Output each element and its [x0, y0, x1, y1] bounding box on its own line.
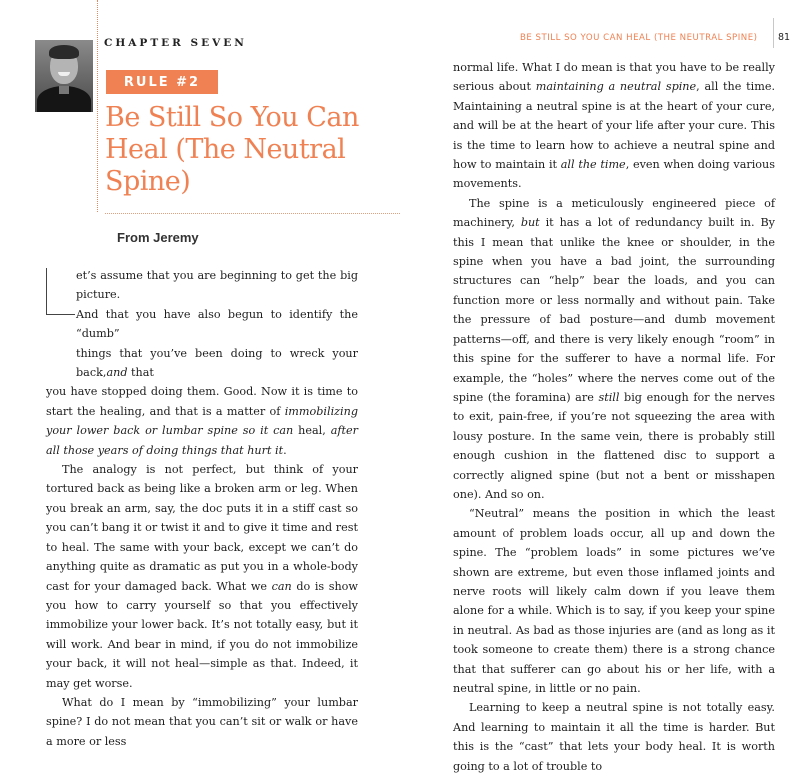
paragraph-1: et’s assume that you are beginning to get the big picture. And that you have also begun to identify the “dumb” things that you’ve been doing to wreck your back,and that you have stopped doing them. Good. Now it is time to start the healing, and that is a matter of immobilizing your lower back or lumbar spine so it can heal, after all those years of doing things that hurt it.	[46, 266, 358, 460]
chapter-vertical-rule	[97, 0, 98, 212]
left-body-text	[46, 266, 358, 751]
page-number: 81	[778, 32, 791, 43]
paragraph-learning: Learning to keep a neutral spine is not totally easy. And learning to maintain it all the time is harder. But this is the “cast” that lets your body heal. It is worth going to a lot of trouble to	[453, 701, 775, 773]
author-photo	[35, 40, 93, 112]
right-page	[405, 0, 810, 773]
left-page	[0, 0, 405, 748]
inset-line-2: And that you have also begun to identify the “dumb”	[76, 307, 358, 341]
rule-badge: RULE #2	[106, 70, 218, 94]
title-divider	[105, 213, 400, 214]
paragraph-3: What do I mean by “immobilizing” your lumbar spine? I do not mean that you can’t sit or walk or have a more or less	[46, 695, 358, 748]
paragraph-neutral: “Neutral” means the position in which the least amount of problem loads occur, all up and down the spine. The “problem loads” in some pictures we’ve shown are extreme, but even those inflamed joints and nerve roots will likely calm down if you leave them alone for a while. Which is to say, if you keep your spine in neutral. As bad as those injuries are (and as long as it took someone to create them) there is a strong chance that that sufferer can go about his or her life, with a neutral spine, in little or no pain.	[453, 507, 775, 695]
paragraph-continued: normal life. What I do mean is that you have to be really serious about maintaining a neutral spine, all the time. Maintaining a neutral spine is at the heart of your cure, and will be at the heart of your life after your cure. This is the time to learn how to achieve a neutral spine and how to maintain it all the time, even when doing various movements.	[453, 61, 775, 191]
inset-line-1: et’s assume that you are beginning to get the big picture.	[76, 269, 358, 302]
chapter-title: Be Still So You Can Heal (The Neutral Spine)	[105, 102, 359, 197]
right-body-text	[453, 58, 775, 776]
paragraph-2: The analogy is not perfect, but think of your tortured back as being like a broken arm or leg. When you break an arm, say, the doc puts it in a stiff cast so you can’t bang it or twist it and to give it time and rest to heal. The same with your back, except we can’t do anything quite as dramatic as put you in a whole-body cast for your damaged back. What we can do is show you how to carry yourself so that you effectively immobilize your lower back. It’s not totally easy, but it will work. And bear in mind, if you do not immobilize your back, it will not heal—simple as that. Indeed, it may get worse.	[46, 463, 358, 690]
byline: From Jeremy	[117, 230, 199, 245]
header-vertical-rule	[773, 18, 774, 48]
running-head: BE STILL SO YOU CAN HEAL (THE NEUTRAL SPINE)	[520, 33, 758, 43]
inset-line-3: things that you’ve been doing to wreck your back,and that	[76, 346, 358, 380]
paragraph-spine: The spine is a meticulously engineered piece of machinery, but it has a lot of redundancy built in. By this I mean that unlike the knee or shoulder, in the spine when you have a bad joint, the surrounding structures can “help” bear the loads, and you can function more or less normally and without pain. Take the pressure of bad posture—and dumb movement patterns—off, and there is very likely enough “room” in this spine for the sufferer to have a normal life. For example, the “holes” where the nerves come out of the spine (the foramina) are still big enough for the nerves to exit, pain-free, if you’re not squeezing the area with lousy posture. In the same vein, there is probably still enough cushion in the flattened disc to support a correctly aligned spine (but not a bent or misshapen one). And so on.	[453, 196, 775, 501]
chapter-label: CHAPTER SEVEN	[104, 37, 247, 49]
